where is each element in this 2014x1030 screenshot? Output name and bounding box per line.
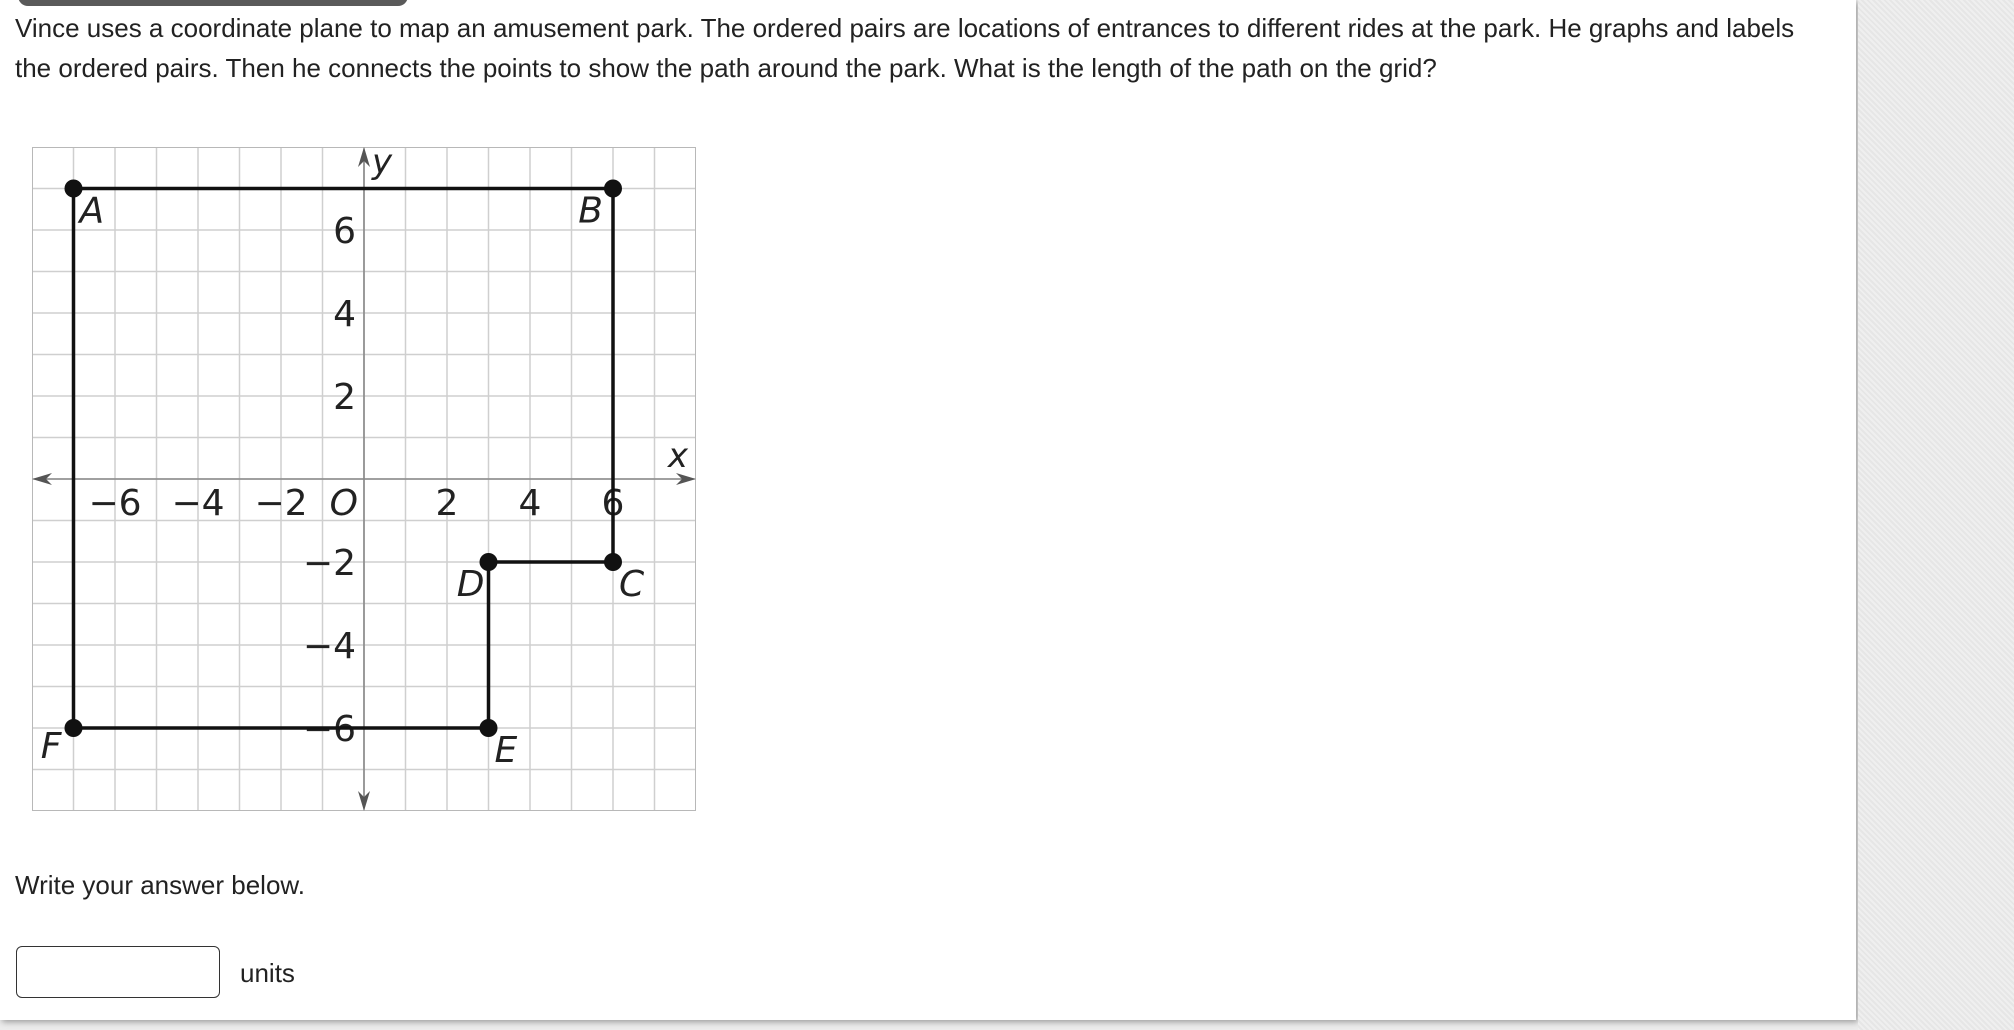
- instruction-text: Write your answer below.: [15, 870, 305, 900]
- point-label-b: B: [578, 190, 603, 232]
- y-tick-label: 2: [333, 377, 356, 418]
- origin-label: O: [329, 483, 358, 524]
- right-scroll-area: [1858, 0, 2014, 1030]
- point-b: [604, 180, 622, 198]
- y-tick-label: −6: [302, 709, 356, 750]
- y-axis-label: y: [372, 147, 393, 182]
- x-axis-label: x: [667, 436, 688, 476]
- x-tick-label: 4: [518, 483, 542, 524]
- y-tick-label: −2: [302, 543, 356, 584]
- y-tick-label: 6: [333, 211, 356, 252]
- point-label-a: A: [79, 190, 105, 232]
- top-tab: [18, 0, 408, 6]
- x-tick-label: −4: [171, 483, 225, 524]
- y-tick-label: −4: [302, 626, 356, 667]
- answer-input[interactable]: [16, 946, 220, 998]
- x-tick-label: −2: [254, 483, 308, 524]
- point-label-e: E: [494, 730, 518, 771]
- question-text: Vince uses a coordinate plane to map an amusement park. The ordered pairs are locations of entrances to different rides at the park. He graphs and labels the ordered pairs. Then he connects the points to show the path around the park. What is the length of the path on the grid?: [15, 13, 1795, 83]
- x-tick-label: −6: [88, 483, 142, 524]
- x-tick-label: 2: [435, 483, 459, 524]
- point-label-f: F: [40, 726, 62, 767]
- x-tick-label: 6: [601, 483, 625, 524]
- units-label: units: [240, 958, 295, 988]
- coordinate-plane: [32, 147, 696, 811]
- y-tick-label: 4: [333, 294, 356, 335]
- point-label-d: D: [456, 564, 485, 605]
- point-label-c: C: [619, 564, 645, 605]
- point-f: [65, 719, 83, 737]
